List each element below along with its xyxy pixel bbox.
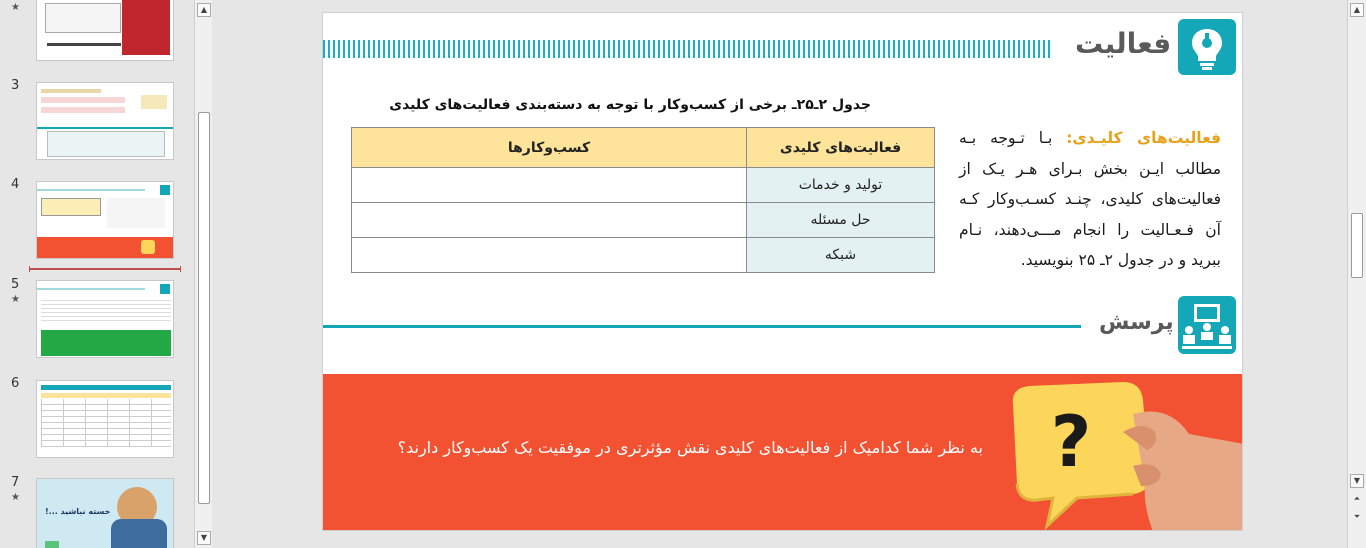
thumbnail-slide-5[interactable] — [36, 280, 174, 358]
activity-title: فعالیت — [1075, 27, 1172, 60]
table-cell-empty[interactable] — [352, 168, 747, 203]
thumbnail-text: خسته نباشید ...! — [45, 507, 111, 516]
thumbnails-scrollbar[interactable] — [194, 0, 212, 548]
scrollbar-thumb[interactable] — [1351, 213, 1363, 278]
table-cell-empty[interactable] — [352, 203, 747, 238]
table-row — [352, 203, 935, 238]
lightbulb-puzzle-icon — [1178, 19, 1236, 75]
section-divider-line — [323, 325, 1081, 328]
animation-star-icon: ★ — [11, 2, 20, 13]
decorative-dashed-line — [323, 40, 1053, 58]
animation-star-icon: ★ — [11, 294, 20, 305]
activity-paragraph — [959, 123, 1221, 276]
scroll-up-arrow-icon[interactable]: ▲ — [197, 3, 211, 17]
paragraph-keyword: فعالیت‌های کلیـدی: — [1066, 129, 1221, 147]
thumbnail-number: 5 — [11, 277, 20, 292]
previous-slide-icon[interactable]: ⏶ — [1353, 494, 1361, 503]
key-activities-table — [351, 127, 935, 273]
scroll-down-arrow-icon[interactable]: ▼ — [1350, 474, 1364, 488]
thumbnail-number: 3 — [11, 78, 20, 93]
svg-text:?: ? — [1050, 401, 1092, 483]
next-slide-icon[interactable]: ⏷ — [1353, 512, 1361, 521]
slide-scrollbar[interactable] — [1347, 0, 1366, 548]
table-cell: حل مسئله — [747, 203, 935, 238]
scroll-down-arrow-icon[interactable]: ▼ — [197, 531, 211, 545]
thumbnail-slide-3[interactable] — [36, 82, 174, 160]
table-header-key-activities: فعالیت‌های کلیدی — [747, 128, 935, 168]
animation-star-icon: ★ — [11, 492, 20, 503]
question-title: پرسش — [1099, 310, 1174, 335]
thumbnail-slide-2[interactable] — [36, 0, 174, 61]
table-cell: شبکه — [747, 238, 935, 273]
slide-canvas[interactable] — [322, 12, 1243, 531]
slide-thumbnails-pane[interactable] — [0, 0, 194, 548]
table-header-businesses: کسب‌وکارها — [352, 128, 747, 168]
scroll-up-arrow-icon[interactable]: ▲ — [1350, 3, 1364, 17]
banner-question-text: به نظر شما کدامیک از فعالیت‌های کلیدی نقش مؤثرتری در موفقیت یک کسب‌وکار دارند؟ — [397, 438, 983, 457]
scrollbar-thumb[interactable] — [198, 112, 210, 504]
table-caption: جدول ۲ـ۲۵ـ برخی از کسب‌وکار با توجه به دسته‌بندی فعالیت‌های کلیدی — [389, 97, 871, 113]
thumbnail-number: 4 — [11, 177, 20, 192]
thumbnail-number: 6 — [11, 376, 20, 391]
thumbnail-number: 7 — [11, 475, 20, 490]
thumbnail-slide-7[interactable] — [36, 478, 174, 548]
slide-editing-area[interactable] — [215, 0, 1346, 548]
hand-holding-question-bubble-icon — [973, 374, 1243, 531]
thumbnail-slide-4[interactable] — [36, 181, 174, 259]
question-banner — [323, 374, 1243, 531]
thumbnail-slide-6[interactable] — [36, 380, 174, 458]
table-cell: تولید و خدمات — [747, 168, 935, 203]
table-row — [352, 238, 935, 273]
group-discussion-icon — [1178, 296, 1236, 354]
table-row — [352, 168, 935, 203]
slide-insertion-marker — [29, 268, 181, 270]
table-cell-empty[interactable] — [352, 238, 747, 273]
paragraph-body: بـا تـوجه بـه مطالب ایـن بخش بـرای هـر یـک از فعالیت‌های کلیدی، چنـد کسـب‌وکار کـه آن فـعـالیت را انجام مـــی‌دهند، نـام ببرید و در جدول ۲ـ ۲۵ بنویسید. — [959, 129, 1221, 269]
